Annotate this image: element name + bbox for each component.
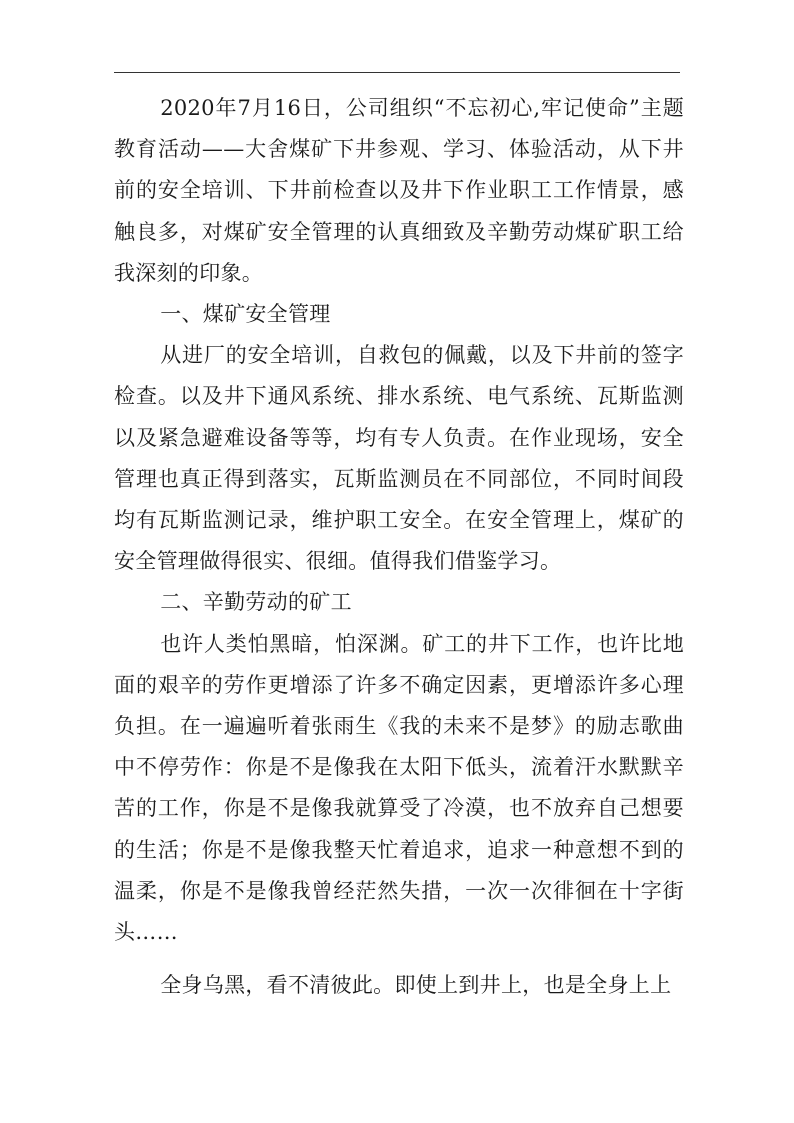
closing-paragraph: 全身乌黑，看不清彼此。即使上到井上，也是全身上上	[160, 973, 672, 998]
intro-paragraph: 2020年7月16日，公司组织“不忘初心,牢记使命”主题教育活动——大舍煤矿下井参观、学习、体验活动，从下井前的安全培训、下井前检查以及井下作业职工工作情景，感触良多，对煤矿安全管理的认真细致及辛勤劳动煤矿职工给我深刻的印象。	[114, 96, 684, 285]
miners-paragraph: 也许人类怕黑暗，怕深渊。矿工的井下工作，也许比地面的艰辛的劳作更增添了许多不确定因素，更增添许多心理负担。在一遍遍听着张雨生《我的未来不是梦》的励志歌曲中不停劳作：你是不是像我在太阳下低头，流着汗水默默辛苦的工作，你是不是像我就算受了冷漠，也不放弃自己想要的生活；你是不是像我整天忙着追求，追求一种意想不到的温柔，你是不是像我曾经茫然失措，一次一次徘徊在十字街头……	[114, 631, 684, 945]
header-rule	[114, 72, 680, 73]
document-body	[114, 88, 684, 1006]
safety-paragraph: 从进厂的安全培训，自救包的佩戴，以及下井前的签字检查。以及井下通风系统、排水系统、电气系统、瓦斯监测以及紧急避难设备等等，均有专人负责。在作业现场，安全管理也真正得到落实，瓦斯监测员在不同部位，不同时间段均有瓦斯监测记录，维护职工安全。在安全管理上，煤矿的安全管理做得很实、很细。值得我们借鉴学习。	[114, 343, 684, 574]
section-heading-miners: 二、辛勤劳动的矿工	[160, 590, 352, 615]
section-heading-safety: 一、煤矿安全管理	[160, 302, 331, 327]
